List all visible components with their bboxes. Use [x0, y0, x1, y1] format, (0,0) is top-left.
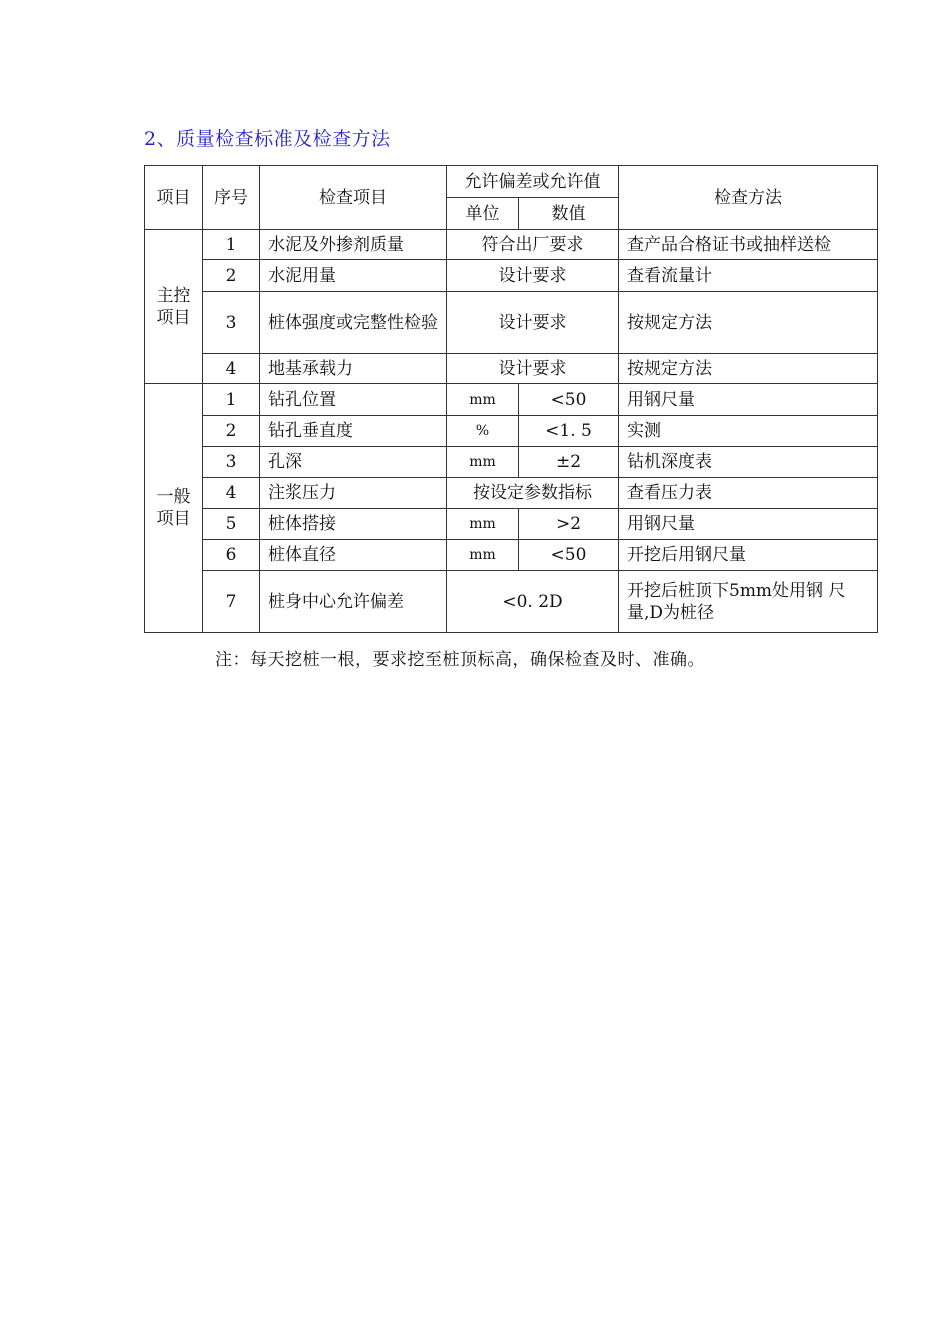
header-item: 检查项目	[260, 166, 447, 230]
row-method: 查看压力表	[619, 478, 878, 509]
row-no: 5	[203, 509, 260, 540]
row-value: <50	[519, 384, 619, 416]
table-row	[145, 260, 878, 292]
table-note: 注：每天挖桩一根，要求挖至桩顶标高，确保检查及时、准确。	[215, 650, 705, 670]
row-no: 3	[203, 292, 260, 354]
row-method: 实测	[619, 416, 878, 447]
row-method: 开挖后用钢尺量	[619, 540, 878, 571]
header-method: 检查方法	[619, 166, 878, 230]
row-method: 查产品合格证书或抽样送检	[619, 230, 878, 260]
row-method: 用钢尺量	[619, 384, 878, 416]
row-method: 查看流量计	[619, 260, 878, 292]
row-unit: mm	[447, 540, 519, 571]
row-tolerance: 设计要求	[447, 292, 619, 354]
row-value: ±2	[519, 447, 619, 478]
row-unit: mm	[447, 447, 519, 478]
row-value: <1. 5	[519, 416, 619, 447]
row-item: 地基承载力	[260, 354, 447, 384]
group-label-general: 一般 项目	[145, 384, 203, 633]
section-title: 2、质量检查标准及检查方法	[144, 128, 391, 150]
quality-inspection-table	[144, 165, 878, 633]
header-category: 项目	[145, 166, 203, 230]
row-method: 用钢尺量	[619, 509, 878, 540]
group-label-main: 主控 项目	[145, 230, 203, 384]
table-row	[145, 292, 878, 354]
row-item: 桩体直径	[260, 540, 447, 571]
header-no: 序号	[203, 166, 260, 230]
table-row	[145, 384, 878, 416]
row-method: 按规定方法	[619, 354, 878, 384]
header-row	[145, 166, 878, 198]
row-tolerance: <0. 2D	[447, 571, 619, 633]
row-item: 桩身中心允许偏差	[260, 571, 447, 633]
row-value: >2	[519, 509, 619, 540]
row-tolerance: 符合出厂要求	[447, 230, 619, 260]
row-method: 按规定方法	[619, 292, 878, 354]
row-unit: mm	[447, 509, 519, 540]
row-no: 1	[203, 384, 260, 416]
row-tolerance: 按设定参数指标	[447, 478, 619, 509]
row-no: 4	[203, 478, 260, 509]
table-row	[145, 416, 878, 447]
row-no: 6	[203, 540, 260, 571]
row-method: 开挖后桩顶下5mm处用钢 尺量,D为桩径	[619, 571, 878, 633]
table-row	[145, 540, 878, 571]
row-unit: %	[447, 416, 519, 447]
table-row	[145, 354, 878, 384]
row-item: 桩体搭接	[260, 509, 447, 540]
header-value: 数值	[519, 198, 619, 230]
row-item: 钻孔位置	[260, 384, 447, 416]
row-no: 2	[203, 260, 260, 292]
row-no: 3	[203, 447, 260, 478]
row-item: 注浆压力	[260, 478, 447, 509]
row-no: 7	[203, 571, 260, 633]
table-row	[145, 447, 878, 478]
row-item: 桩体强度或完整性检验	[260, 292, 447, 354]
table-row	[145, 478, 878, 509]
row-tolerance: 设计要求	[447, 260, 619, 292]
row-no: 1	[203, 230, 260, 260]
header-unit: 单位	[447, 198, 519, 230]
row-item: 孔深	[260, 447, 447, 478]
row-item: 水泥用量	[260, 260, 447, 292]
header-tolerance: 允许偏差或允许值	[447, 166, 619, 198]
row-no: 4	[203, 354, 260, 384]
row-tolerance: 设计要求	[447, 354, 619, 384]
row-unit: mm	[447, 384, 519, 416]
row-item: 钻孔垂直度	[260, 416, 447, 447]
row-method: 钻机深度表	[619, 447, 878, 478]
row-value: <50	[519, 540, 619, 571]
row-no: 2	[203, 416, 260, 447]
table-row	[145, 571, 878, 633]
table-row	[145, 230, 878, 260]
table-row	[145, 509, 878, 540]
row-item: 水泥及外掺剂质量	[260, 230, 447, 260]
